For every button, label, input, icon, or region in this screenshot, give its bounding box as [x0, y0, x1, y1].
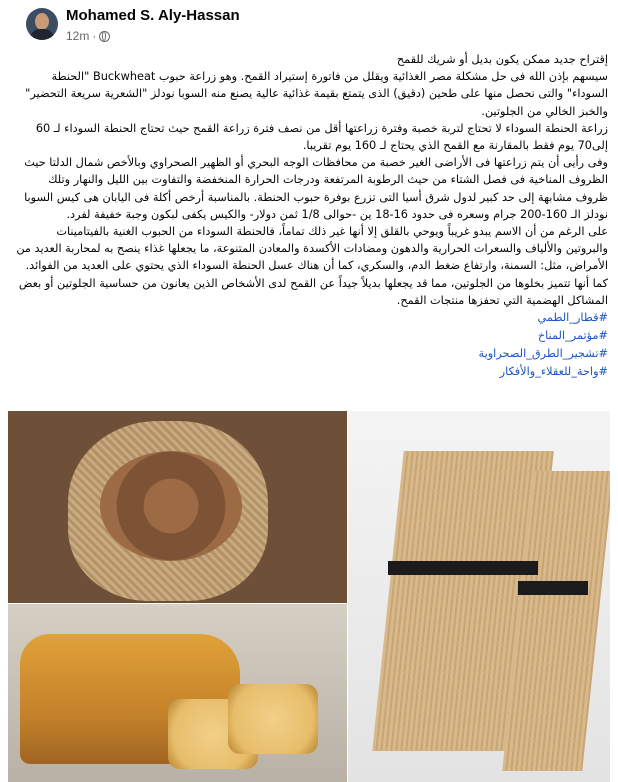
buckwheat-bread-photo[interactable] [8, 604, 347, 782]
post-header [0, 0, 618, 50]
hashtag-link[interactable]: #تشجير_الطرق_الصحراوية [478, 347, 608, 361]
buckwheat-sack-photo[interactable] [8, 411, 347, 603]
post-text [14, 51, 608, 381]
globe-icon[interactable] [99, 31, 110, 42]
meta-separator: · [92, 29, 97, 43]
hashtag-list [14, 309, 608, 381]
post-time[interactable]: 12m [66, 29, 90, 43]
photo-grid [8, 411, 610, 782]
hashtag-link[interactable]: #واحة_للعقلاء_والأفكار [499, 365, 608, 379]
hashtag-link[interactable]: #مؤتمر_المناخ [537, 329, 608, 343]
hashtag-link[interactable]: #قطار_الطمي [537, 311, 608, 325]
post-paragraph: إقتراح جديد ممكن يكون بديل أو شريك للقمح [396, 53, 608, 66]
post-paragraph: سيسهم بإذن الله فى حل مشكلة مصر الغذائية ويقلل من فاتورة إستيراد القمح. وهو زراعة حبوب Buckwheat "الحنطة السوداء" والتى نحصل منها على طحين (دقيق) الذى يتمتع بقيمة غذائية عالية يصنع منه السوبا نودلز "الشعرية سريعة التحضير" والخبز الخالي من الجلوتين. [25, 70, 608, 118]
post-paragraph: زراعة الحنطة السوداء لا تحتاج لتربة خصبة وفترة زراعتها أقل من نصف فترة زراعة القمح حيث تحتاج الحنطة السوداء لـ 60 إلى70 يوم فقط بالمقارنة مع القمح الذي يحتاج لـ 160 يوم تقريبا. [35, 121, 608, 153]
post-paragraph: وفى رأيى أن يتم زراعتها فى الأراضى الغير خصبة من محافظات الوجه البحري أو الظهير الصحراوي وبالأخص شمال الدلتا حيث الظروف المناخية فى فصل الشتاء من حيث الرطوبة المرتفعة ودرجات الحرارة المنخفضة والتفاوت بين الليل والنهار وتلك ظروف مشابهة إلى حد كبير لدول شرق أسيا التى تزرع بوفرة حبوب الحنطة. بالمناسبة أرخص أكلة فى اليابان هى كيس السوبا نودلز الـ 160-200 جرام وسعره فى حدود 16-18 ين -حوالى 1/8 ثمن دولار- والكيس يكفى لبكون وجبة خفيفة لفرد. [24, 156, 608, 221]
author-name[interactable]: Mohamed S. Aly-Hassan [66, 7, 240, 24]
post-meta [66, 29, 110, 43]
post-paragraph: على الرغم من أن الاسم يبدو غريباً ويوحي بالقلق إلا أنها غير ذلك تماماً، فالحنطة السوداء من الحبوب الغنية بالفيتامينات والبروتين والألياف والسعرات الحرارية والدهون ومضادات الأكسدة والمعادن المتنوعة، ما يجعلها غذاء ينصح به لمحاربة العديد من الأمراض، مثل: السمنة، وارتفاع ضغط الدم، والسكري، كما أن هناك عسل الحنطة السوداء الذي يحتوي على العديد من الفوائد. كما أنها تتميز بخلوها من الجلوتين، مما قد يجعلها بديلاً جيداً عن القمح لدى الأشخاص الذين يعانون من حساسية الجلوتين أو بعض المشاكل الهضمية التي تحفزها منتجات القمح. [16, 225, 608, 307]
author-avatar[interactable] [26, 8, 58, 40]
soba-noodles-photo[interactable] [348, 411, 610, 782]
